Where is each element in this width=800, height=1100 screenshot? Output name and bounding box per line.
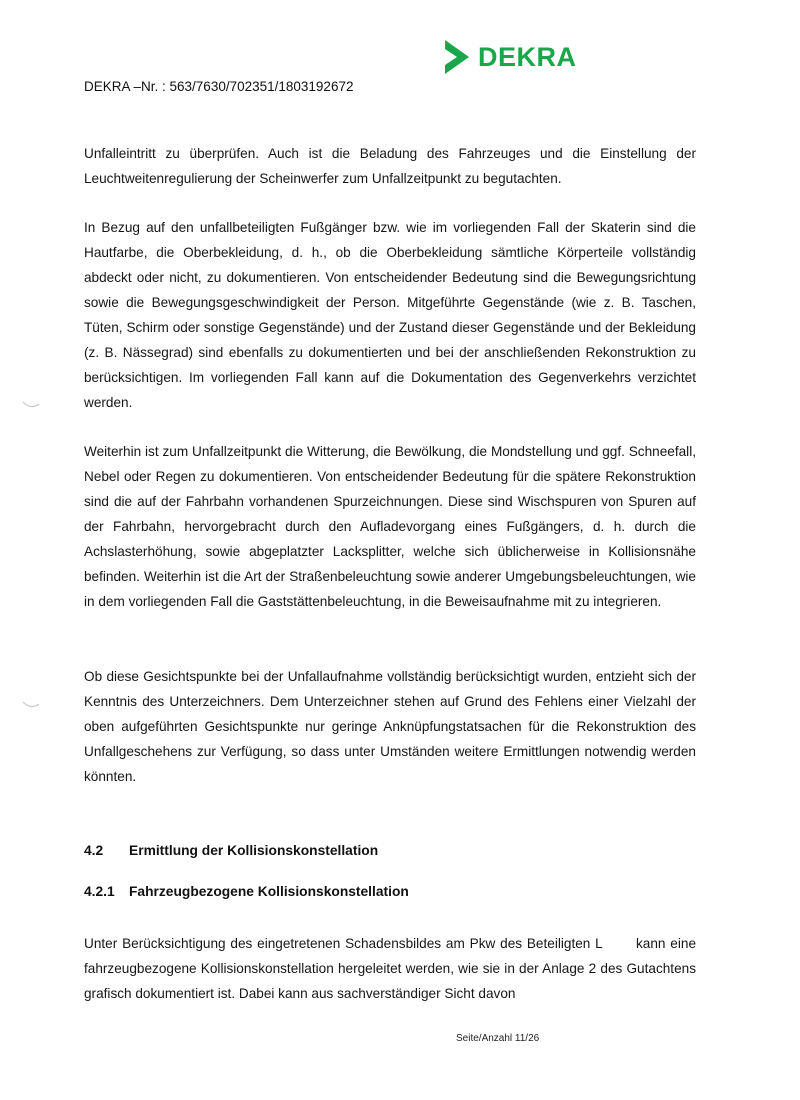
subsection-title: Fahrzeugbezogene Kollisionskonstellation <box>129 884 409 899</box>
punch-hole-mark <box>22 700 40 710</box>
subsection-heading <box>84 884 409 899</box>
dekra-chevron-icon <box>442 38 472 76</box>
subsection-paragraph: Unter Berücksichtigung des eingetretenen Schadensbildes am Pkw des Beteiligten L kann eine fahrzeugbezogene Kollisionskonstellation hergeleitet werden, wie sie in der Anlage 2 des Gutachtens grafisch dokumentiert ist. Dabei kann aus sachverständiger Sicht davon <box>84 936 700 1001</box>
paragraph-3: Weiterhin ist zum Unfallzeitpunkt die Witterung, die Bewölkung, die Mondstellung und ggf. Schneefall, Nebel oder Regen zu dokumentieren. Von entscheidender Bedeutung für die spätere Rekonstruktion sind die auf der Fahrbahn vorhandenen Spurzeichnungen. Diese sind Wischspuren von Spuren auf der Fahrbahn, hervorgebracht durch den Aufladevorgang eines Fußgängers, d. h. durch die Achslasterhöhung, sowie abgeplatzter Lacksplitter, welche sich üblicherweise in Kollisionsnähe befinden. Weiterhin ist die Art der Straßenbeleuchtung sowie anderer Umgebungsbeleuchtungen, wie in dem vorliegenden Fall die Gaststättenbeleuchtung, in die Beweisaufnahme mit zu integrieren. <box>84 444 696 609</box>
punch-hole-mark <box>22 400 40 410</box>
paragraph-1: Unfalleintritt zu überprüfen. Auch ist die Beladung des Fahrzeuges und die Einstellung der Leuchtweitenregulierung der Scheinwerfer zum Unfallzeitpunkt zu begutachten. <box>84 146 696 186</box>
section-heading <box>84 843 378 858</box>
document-number: DEKRA –Nr. : 563/7630/702351/1803192672 <box>84 79 354 94</box>
subsection-number: 4.2.1 <box>84 884 115 899</box>
section-title: Ermittlung der Kollisionskonstellation <box>129 843 379 858</box>
dekra-logo-text: DEKRA <box>478 41 577 72</box>
paragraph-4: Ob diese Gesichtspunkte bei der Unfallaufnahme vollständig berücksichtigt wurden, entzieht sich der Kenntnis des Unterzeichners. Dem Unterzeichner stehen auf Grund des Fehlens einer Vielzahl der oben aufgeführten Gesichtspunkte nur geringe Anknüpfungstatsachen für die Rekonstruktion des Unfallgeschehens zur Verfügung, so dass unter Umständen weitere Ermittlungen notwendig werden könnten. <box>84 669 696 784</box>
section-number: 4.2 <box>84 843 104 858</box>
paragraph-2: In Bezug auf den unfallbeteiligten Fußgänger bzw. wie im vorliegenden Fall der Skaterin sind die Hautfarbe, die Oberbekleidung, d. h., ob die Oberbekleidung sämtliche Körperteile vollständig abdeckt oder nicht, zu dokumentieren. Von entscheidender Bedeutung sind die Bewegungsrichtung sowie die Bewegungsgeschwindigkeit der Person. Mitgeführte Gegenstände (wie z. B. Taschen, Tüten, Schirm oder sonstige Gegenstände) und der Zustand dieser Gegenstände und der Bekleidung (z. B. Nässegrad) sind ebenfalls zu dokumentierten und bei der anschließenden Rekonstruktion zu berücksichtigen. Im vorliegenden Fall kann auf die Dokumentation des Gegenverkehrs verzichtet werden. <box>84 220 696 410</box>
dekra-logo <box>442 38 577 76</box>
page-footer: Seite/Anzahl 11/26 <box>456 1033 540 1044</box>
